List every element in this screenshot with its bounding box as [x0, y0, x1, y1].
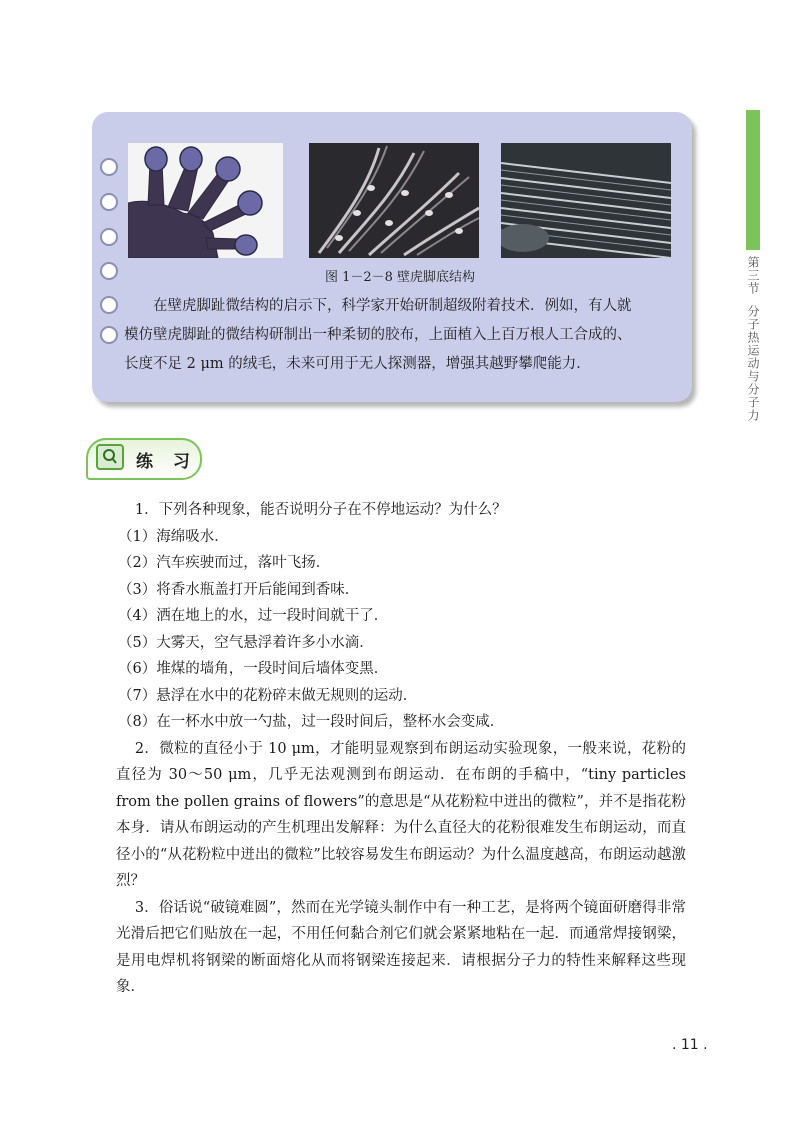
question-1-option: （7）悬浮在水中的花粉碎末做无规则的运动． — [118, 687, 418, 704]
binder-ring-icon — [100, 158, 118, 176]
magnifier-icon — [96, 444, 124, 470]
reading-paragraph — [124, 292, 684, 379]
binder-ring-icon — [100, 262, 118, 280]
reading-line: 长度不足 2 μm 的绒毛，未来可用于无人探测器，增强其越野攀爬能力． — [124, 356, 591, 372]
question-1-option: （3）将香水瓶盖打开后能闻到香味． — [118, 581, 360, 598]
section-label: 第三节 — [746, 256, 760, 295]
chapter-color-tab — [746, 110, 760, 250]
chapter-side-label — [744, 256, 762, 422]
binder-ring-icon — [100, 326, 118, 344]
question-1-option: （2）汽车疾驶而过，落叶飞扬． — [118, 555, 331, 571]
question-1-option: （6）堆煤的墙角，一段时间后墙体变黑． — [118, 661, 389, 677]
question-1-option: （1）海绵吸水． — [118, 528, 229, 545]
gecko-foot-photo — [128, 143, 283, 258]
page-number: . 11 . — [672, 1037, 708, 1053]
figure-caption: 图 1－2－8 壁虎脚底结构 — [324, 270, 476, 285]
reading-line: 在壁虎脚趾微结构的启示下，科学家开始研制超级附着技术．例如，有人就 — [153, 298, 632, 314]
question-1-option: （8）在一杯水中放一勺盐，过一段时间后，整杯水会变咸． — [118, 714, 505, 730]
question-1: 1．下列各种现象，能否说明分子在不停地运动？为什么？ — [134, 502, 507, 518]
question-3: 3．俗话说“破镜难圆”，然而在光学镜头制作中有一种工艺，是将两个镜面研磨得非常光滑后把它们贴放在一起，不用任何黏合剂它们就会紧紧地粘在一起．而通常焊接钢梁，是用电焊机将钢梁的断面熔化从而将钢梁连接起来．请根据分子力的特性来解释这些现象． — [116, 899, 686, 995]
gecko-toe-lamellae-photo — [309, 143, 479, 258]
exercise-list — [116, 497, 686, 1001]
question-2: 2．微粒的直径小于 10 μm，才能明显观察到布朗运动实验现象，一般来说，花粉的直径为 30～50 μm，几乎无法观测到布朗运动．在布朗的手稿中，“tiny particles from the pollen grains of flowers”的意思是“从花粉粒中迸出的微粒”，并不是指花粉本身．请从布朗运动的产生机理出发解释：为什么直径大的花粉很难发生布朗运动，而直径小的“从花粉粒中迸出的微粒”比较容易发生布朗运动？为什么温度越高，布朗运动越激烈？ — [116, 740, 686, 889]
chapter-label: 分子热运动与分子力 — [746, 305, 760, 422]
reading-line: 模仿壁虎脚趾的微结构研制出一种柔韧的胶布，上面植入上百万根人工合成的、 — [124, 327, 632, 343]
binder-ring-icon — [100, 228, 118, 246]
binder-ring-icon — [100, 296, 118, 314]
question-1-option: （4）洒在地上的水，过一段时间就干了． — [118, 608, 389, 624]
practice-title: 练 习 — [136, 452, 197, 472]
gecko-setae-photo — [501, 143, 671, 258]
binder-ring-icon — [100, 193, 118, 211]
question-1-option: （5）大雾天，空气悬浮着许多小水滴． — [118, 634, 374, 651]
